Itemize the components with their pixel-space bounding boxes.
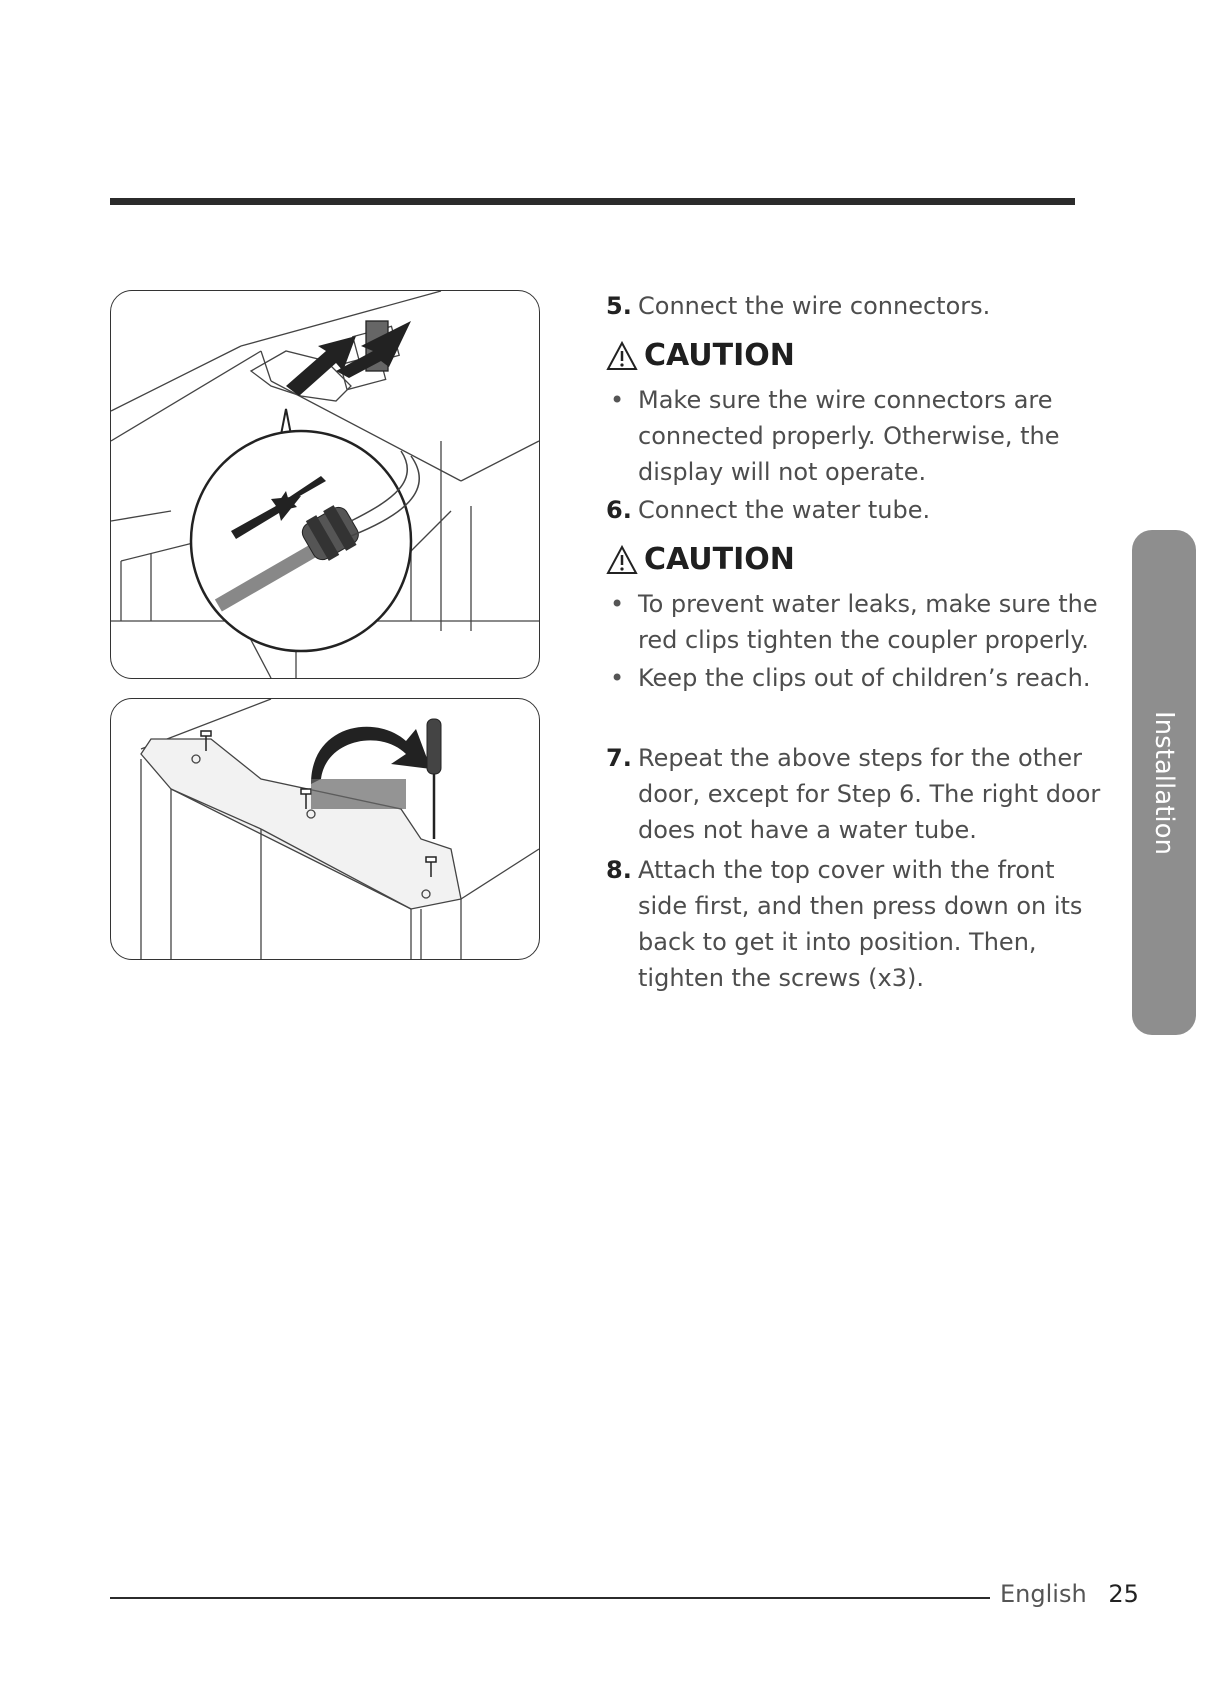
illustration-wire-connectors bbox=[110, 290, 540, 679]
instructions bbox=[606, 288, 1106, 1000]
section-tab-label: Installation bbox=[1149, 710, 1179, 855]
header-rule bbox=[110, 198, 1075, 205]
step-number: 5. bbox=[606, 292, 632, 320]
step-number: 7. bbox=[606, 744, 632, 772]
step-7 bbox=[606, 740, 1106, 848]
warning-triangle-icon bbox=[606, 545, 638, 575]
footer-rule bbox=[110, 1597, 990, 1599]
step-number: 6. bbox=[606, 496, 632, 524]
caution-bullet: • Make sure the wire connectors are connected properly. Otherwise, the display will not operate. bbox=[610, 386, 1060, 486]
illustration-top-cover bbox=[110, 698, 540, 960]
caution-bullet: • To prevent water leaks, make sure the red clips tighten the coupler properly. bbox=[610, 590, 1098, 654]
caution-label: CAUTION bbox=[644, 338, 795, 373]
screwdriver-icon bbox=[427, 719, 441, 839]
step-text: Repeat the above steps for the other door, except for Step 6. The right door does not have a water tube. bbox=[638, 744, 1101, 844]
footer-language: English bbox=[1000, 1580, 1087, 1608]
caution-bullet: • Keep the clips out of children’s reach. bbox=[610, 664, 1091, 692]
step-number: 8. bbox=[606, 856, 632, 884]
page-number: 25 bbox=[1108, 1580, 1139, 1608]
step-text: Connect the wire connectors. bbox=[638, 292, 991, 320]
page-footer bbox=[1000, 1580, 1139, 1608]
step-5 bbox=[606, 288, 1106, 324]
step-text: Connect the water tube. bbox=[638, 496, 931, 524]
step-6 bbox=[606, 492, 1106, 528]
caution-label: CAUTION bbox=[644, 542, 795, 577]
caution-heading bbox=[606, 542, 1106, 578]
arrow-icon bbox=[311, 727, 431, 784]
section-tab bbox=[1132, 530, 1196, 1035]
caution-heading bbox=[606, 338, 1106, 374]
step-8 bbox=[606, 852, 1106, 996]
step-text: Attach the top cover with the front side first, and then press down on its back to get it into position. Then, tighten the screws (x3). bbox=[638, 856, 1083, 992]
warning-triangle-icon bbox=[606, 341, 638, 371]
